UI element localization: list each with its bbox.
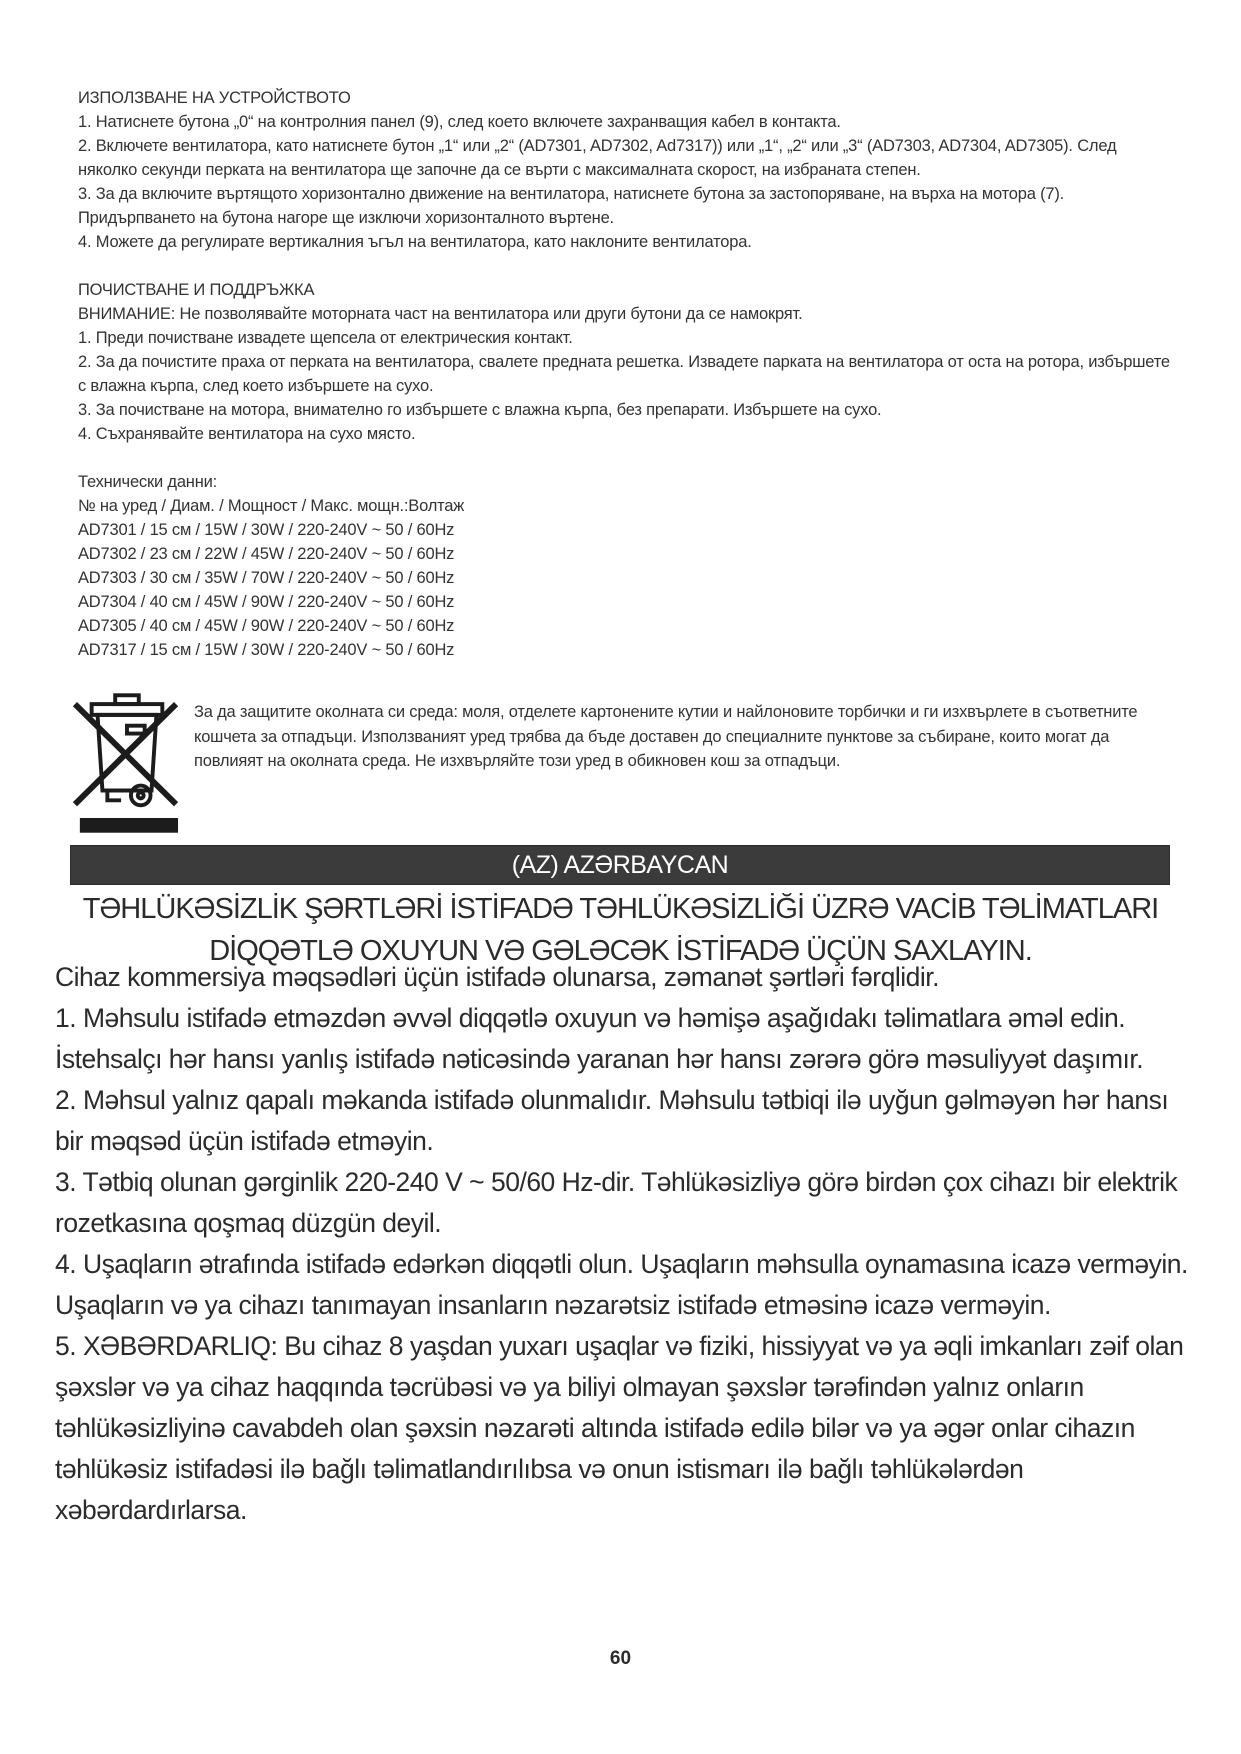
az-paragraph: 5. XƏBƏRDARLIQ: Bu cihaz 8 yaşdan yuxarı uşaqlar və fiziki, hissiyyat və ya əqli imkanları zəif olan şəxslər və ya cihaz haqqında təcrübəsi və ya biliyi olmayan şəxslər tərəfindən yalnız onların təhlükəsizliyinə cavabdeh olan şəxsin nəzarəti altında istifadə edilə bilər və ya əgər onlar cihazın təhlükəsiz istifadəsi ilə bağlı təlimatlandırılıbsa və onun istismarı ilə bağlı təhlükələrdən xəbərdardırlarsa.	[55, 1331, 1184, 1525]
usage-paragraph: 2. Включете вентилатора, като натиснете бутон „1“ или „2“ (AD7301, AD7302, Ad7317)) или „1“, „2“ или „3“ (AD7303, AD7304, AD7305). След няколко секунди перката на вентилатора ще започне да се върти с максималната скорост, на избраната степен.	[78, 137, 1117, 179]
cleaning-paragraph: 4. Съхранявайте вентилатора на сухо място.	[78, 425, 416, 443]
technical-row: AD7302 / 23 см / 22W / 45W / 220-240V ~ 50 / 60Hz	[78, 545, 455, 563]
technical-row: AD7304 / 40 см / 45W / 90W / 220-240V ~ 50 / 60Hz	[78, 593, 455, 611]
cleaning-paragraph: ВНИМАНИЕ: Не позволявайте моторната част на вентилатора или други бутони да се намокрят.	[78, 305, 803, 323]
usage-paragraph: 3. За да включите въртящото хоризонтално движение на вентилатора, натиснете бутона за застопоряване, на върха на мотора (7). Придърпването на бутона нагоре ще изключи хоризонталното въртене.	[78, 185, 1065, 227]
technical-row: AD7317 / 15 см / 15W / 30W / 220-240V ~ 50 / 60Hz	[78, 641, 455, 659]
technical-row: AD7303 / 30 см / 35W / 70W / 220-240V ~ 50 / 60Hz	[78, 569, 455, 587]
az-paragraph: Cihaz kommersiya məqsədləri üçün istifadə olunarsa, zəmanət şərtləri fərqlidir.	[55, 962, 939, 992]
technical-row: AD7301 / 15 см / 15W / 30W / 220-240V ~ 50 / 60Hz	[78, 521, 455, 539]
az-paragraph: 1. Məhsulu istifadə etməzdən əvvəl diqqətlə oxuyun və həmişə aşağıdakı təlimatlara əməl edin. İstehsalçı hər hansı yanlış istifadə nəticəsində yaranan hər hansı zərərə görə məsuliyyət daşımır.	[55, 1003, 1144, 1074]
cleaning-paragraphs	[78, 302, 1170, 446]
az-safety-instructions	[55, 957, 1195, 1531]
az-paragraph: 4. Uşaqların ətrafında istifadə edərkən diqqətli olun. Uşaqların məhsulla oynamasına icazə verməyin. Uşaqların və ya cihazı tanımayan insanların nəzarətsiz istifadə etməsinə icazə verməyin.	[55, 1249, 1188, 1320]
usage-title: ИЗПОЛЗВАНЕ НА УСТРОЙСТВОТО	[78, 89, 351, 107]
technical-rows	[78, 518, 1170, 662]
az-paragraph: 3. Tətbiq olunan gərginlik 220-240 V ~ 50/60 Hz-dir. Təhlükəsizliyə görə birdən çox cihazı bir elektrik rozetkasına qoşmaq düzgün deyil.	[55, 1167, 1178, 1238]
technical-header: № на уред / Диам. / Мощност / Макс. мощн.:Волтаж	[78, 497, 465, 515]
language-banner-az	[70, 845, 1170, 885]
recycling-text: За да защитите околната си среда: моля, отделете картонените кутии и найлоновите торбички и ги изхвърлете в съответните кошчета за отпадъци. Използваният уред трябва да бъде доставен до специалните пунктове за събиране, които могат да повлияят на околната среда. Не изхвърляйте този уред в обикновен кош за отпадъци.	[194, 703, 1138, 770]
technical-title: Технически данни:	[78, 473, 218, 491]
az-heading-line1: TƏHLÜKƏSİZLİK ŞƏRTLƏRİ İSTİFADƏ TƏHLÜKƏSİZLİĞİ ÜZRƏ VACİB TƏLİMATLARI	[82, 893, 1159, 925]
cleaning-paragraph: 1. Преди почистване извадете щепсела от електрическия контакт.	[78, 329, 573, 347]
section-technical-data	[78, 470, 1170, 662]
language-banner-label: (AZ) AZƏRBAYCAN	[511, 851, 729, 879]
cleaning-paragraph: 2. За да почистите праха от перката на вентилатора, свалете предната решетка. Извадете парката на вентилатора от оста на ротора, избършете с влажна кърпа, след което избършете на сухо.	[78, 353, 1170, 395]
section-cleaning-bg	[78, 278, 1170, 446]
usage-paragraph: 1. Натиснете бутона „0“ на контролния панел (9), след което включете захранващия кабел в контакта.	[78, 113, 841, 131]
cleaning-paragraph: 3. За почистване на мотора, внимателно го избършете с влажна кърпа, без препарати. Избършете на сухо.	[78, 401, 882, 419]
section-recycling	[72, 692, 1170, 835]
weee-crossed-out-bin-icon	[72, 692, 180, 835]
section-usage-bg	[78, 86, 1170, 254]
technical-row: AD7305 / 40 см / 45W / 90W / 220-240V ~ 50 / 60Hz	[78, 617, 455, 635]
usage-paragraph: 4. Можете да регулирате вертикалния ъгъл на вентилатора, като наклоните вентилатора.	[78, 233, 752, 251]
usage-paragraphs	[78, 110, 1170, 254]
cleaning-title: ПОЧИСТВАНЕ И ПОДДРЪЖКА	[78, 281, 315, 299]
page-number: 60	[609, 1648, 632, 1669]
az-heading-line2: DİQQƏTLƏ OXUYUN VƏ GƏLƏCƏK İSTİFADƏ ÜÇÜN SAXLAYIN.	[209, 935, 1032, 967]
az-paragraph: 2. Məhsul yalnız qapalı məkanda istifadə olunmalıdır. Məhsulu tətbiqi ilə uyğun gəlməyən hər hansı bir məqsəd üçün istifadə etməyin.	[55, 1085, 1169, 1156]
